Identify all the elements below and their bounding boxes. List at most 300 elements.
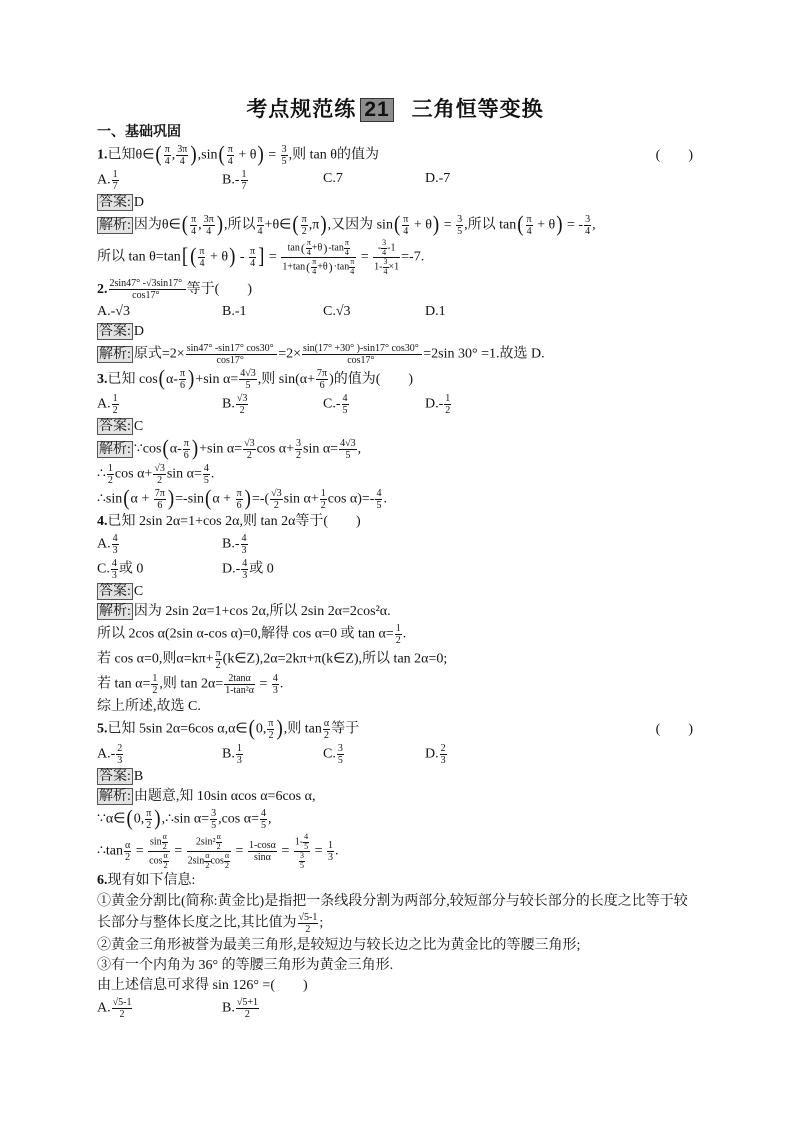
fraction-denominator xyxy=(241,181,248,192)
math-text: 4 xyxy=(272,673,278,684)
math-text: 4 xyxy=(242,558,248,569)
fraction-numerator xyxy=(456,214,463,226)
fraction-denominator xyxy=(224,685,255,696)
math-text: α xyxy=(224,851,230,860)
info-item-1 xyxy=(97,891,693,936)
text-run: . xyxy=(279,676,284,692)
analysis-tag: 解析: xyxy=(99,217,131,233)
fraction-numerator xyxy=(267,718,274,730)
text-run: 或 0 xyxy=(118,561,144,577)
analysis-line xyxy=(97,602,693,622)
math-text: 3π xyxy=(203,214,214,225)
analysis-line xyxy=(97,647,693,672)
text-run: 已知 5sin 2α=6cos α,α∈ xyxy=(107,721,248,737)
text-run: ,π xyxy=(308,217,320,233)
math-text: 4 xyxy=(383,266,388,276)
fraction-denominator xyxy=(302,355,422,366)
math-text: 5 xyxy=(342,405,348,416)
text-run: -√3 xyxy=(110,304,130,319)
fraction-numerator xyxy=(116,743,123,755)
bracket: ) xyxy=(244,485,251,511)
text-run: ,所以 xyxy=(224,217,256,233)
text-run: α- xyxy=(169,441,182,457)
math-text: α xyxy=(162,832,167,841)
analysis-line xyxy=(97,697,693,717)
text-run: tan xyxy=(287,242,300,254)
math-text: 4√3 xyxy=(240,368,256,379)
math-text: 3 xyxy=(281,144,287,155)
text-run: sin xyxy=(150,836,162,848)
math-text: 4 xyxy=(342,393,348,404)
fraction xyxy=(153,463,166,486)
text-run: sin α+ xyxy=(283,491,319,507)
fraction-denominator xyxy=(303,843,309,852)
option-d xyxy=(425,393,693,416)
math-text: 5 xyxy=(457,226,463,237)
fraction-numerator xyxy=(337,743,344,755)
text-run: ③有一个内角为 36° 的等腰三角形为黄金三角形. xyxy=(97,958,394,973)
math-text: 7π xyxy=(317,368,328,379)
option-label: D. xyxy=(425,746,439,762)
fraction-denominator xyxy=(298,924,319,935)
text-run: 或 0 xyxy=(249,561,274,577)
text-run: . xyxy=(383,491,387,507)
question-prompt xyxy=(97,976,693,996)
analysis-line xyxy=(97,807,693,832)
option-label: B. xyxy=(222,536,235,552)
math-text: √3 xyxy=(154,463,165,474)
text-run: 1- xyxy=(374,261,383,273)
fraction-denominator xyxy=(190,226,197,237)
fraction-numerator xyxy=(145,808,152,820)
text-run: + θ xyxy=(533,217,556,233)
text-run: ,∴sin α= xyxy=(161,811,210,827)
math-text: π xyxy=(179,368,186,379)
bracket: ) xyxy=(191,435,199,461)
fraction xyxy=(249,246,256,269)
option-label: B. xyxy=(222,1000,235,1016)
math-text: 3 xyxy=(440,755,446,766)
bracket: ( xyxy=(300,241,305,255)
text-run: -7 xyxy=(438,171,451,186)
fraction-numerator xyxy=(154,488,166,500)
math-text: 2 xyxy=(157,475,163,486)
math-text: π xyxy=(164,144,170,155)
text-run: α- xyxy=(165,371,178,387)
math-text: 3 xyxy=(236,755,242,766)
math-text: 4 xyxy=(304,832,309,841)
math-text: 4 xyxy=(403,226,409,237)
question-stem xyxy=(97,512,693,532)
fraction xyxy=(151,673,158,696)
fraction-numerator xyxy=(257,214,264,226)
text-run: ,cos α= xyxy=(218,811,259,827)
fraction-numerator xyxy=(301,214,308,226)
fraction-numerator xyxy=(298,912,319,924)
option-label: B. xyxy=(222,172,235,188)
option-b xyxy=(222,997,323,1020)
math-text: 3 xyxy=(242,570,248,581)
text-run: , xyxy=(171,147,176,163)
fraction-denominator xyxy=(224,862,230,871)
text-run: √3 xyxy=(335,304,351,319)
math-text: 3 xyxy=(299,851,304,860)
fraction-denominator xyxy=(154,500,166,511)
fraction xyxy=(298,912,319,935)
fraction xyxy=(176,144,188,167)
fraction-numerator xyxy=(375,488,382,500)
section-heading: 一、基础巩固 xyxy=(97,125,181,140)
fraction-numerator xyxy=(124,840,131,852)
math-text: 4√3 xyxy=(340,438,356,449)
fraction-denominator xyxy=(444,405,451,416)
question-stem xyxy=(97,277,693,302)
analysis-line xyxy=(97,672,693,697)
option-label: D. xyxy=(425,396,439,412)
fraction-numerator xyxy=(151,673,158,685)
answer-tag: 答案: xyxy=(99,584,131,599)
text-run: 若 tan α= xyxy=(97,676,151,692)
option-label: B. xyxy=(222,746,235,762)
text-run: , xyxy=(267,811,272,827)
math-text: 2 xyxy=(162,841,167,851)
math-text: π xyxy=(215,648,221,659)
fraction-numerator xyxy=(179,368,186,380)
question-text xyxy=(97,514,361,529)
fraction-denominator xyxy=(323,730,330,741)
fraction xyxy=(375,488,382,511)
fraction xyxy=(295,438,302,461)
bracket: [ xyxy=(181,243,189,269)
question-number: 3. xyxy=(97,371,108,387)
math-text: 4 xyxy=(250,258,256,269)
fraction-denominator xyxy=(327,852,334,863)
fraction xyxy=(186,343,278,366)
math-text: 2 xyxy=(112,405,118,416)
text-run: 综上所述,故选 C. xyxy=(97,699,201,714)
fraction xyxy=(316,368,328,391)
math-text: 1 xyxy=(112,393,118,404)
math-text: π xyxy=(257,214,263,225)
bracket: ( xyxy=(393,211,401,237)
text-run: +θ xyxy=(317,261,328,273)
math-text: 2 xyxy=(305,924,311,935)
text-run: + θ xyxy=(206,249,229,265)
math-text: π xyxy=(183,438,189,449)
text-run: -tan xyxy=(328,242,344,254)
math-text: 1 xyxy=(107,463,113,474)
math-text: π xyxy=(403,214,409,225)
text-run: ∴tan xyxy=(97,843,124,859)
question-stem xyxy=(97,717,693,742)
answer-value: B xyxy=(133,769,144,784)
fraction xyxy=(203,214,215,237)
question-text xyxy=(97,141,656,167)
fraction xyxy=(164,144,171,167)
fraction xyxy=(183,438,190,461)
text-run: + θ xyxy=(234,147,257,163)
fraction xyxy=(210,808,217,831)
fraction xyxy=(163,852,169,870)
fraction xyxy=(112,169,119,192)
fraction-numerator xyxy=(236,743,243,755)
text-run: ; xyxy=(319,915,324,931)
option-label: A. xyxy=(97,536,111,552)
analysis-line xyxy=(97,622,693,647)
bracket: ( xyxy=(181,211,189,237)
bracket: ( xyxy=(205,485,212,511)
fraction-denominator xyxy=(183,450,190,461)
fraction-numerator xyxy=(186,343,278,355)
math-text: 2 xyxy=(107,475,113,486)
math-text: 1 xyxy=(112,169,118,180)
bracket: ) xyxy=(276,715,283,741)
fraction-denominator xyxy=(203,226,215,237)
option-label: C. xyxy=(323,746,336,762)
bracket: ( xyxy=(190,243,197,269)
fraction-numerator xyxy=(249,246,256,258)
fraction xyxy=(154,488,166,511)
fraction-denominator xyxy=(243,450,256,461)
fraction xyxy=(301,214,308,237)
fraction-denominator xyxy=(116,755,123,766)
math-text: 1 xyxy=(320,488,326,499)
fraction-denominator xyxy=(257,226,264,237)
math-text: 5 xyxy=(260,820,266,831)
fraction-denominator xyxy=(186,355,278,366)
text-run: 若 cos α=0,则α=kπ+ xyxy=(97,651,214,667)
text-run: =2sin 30° =1.故选 D. xyxy=(423,346,545,362)
bracket: ) xyxy=(556,211,563,237)
math-text: 2 xyxy=(216,841,221,851)
fraction xyxy=(148,833,170,870)
text-run: ×1 xyxy=(388,261,400,273)
option-a xyxy=(97,997,222,1020)
fraction-denominator xyxy=(316,380,328,391)
fraction-denominator xyxy=(241,545,248,556)
fraction xyxy=(257,214,264,237)
fraction-numerator xyxy=(270,488,283,500)
answer-line xyxy=(97,193,693,213)
fraction-denominator xyxy=(151,685,158,696)
answer-blank: ( ) xyxy=(655,721,693,737)
fraction-numerator xyxy=(281,144,288,156)
text-run: ∴sin xyxy=(97,491,123,507)
fraction-numerator xyxy=(241,558,248,570)
text-run: α + xyxy=(212,491,235,507)
fraction-numerator xyxy=(241,533,248,545)
fraction-denominator xyxy=(112,405,119,416)
option-a xyxy=(97,393,222,416)
fraction-denominator xyxy=(395,635,402,646)
fraction-denominator xyxy=(236,500,243,511)
math-text: 4 xyxy=(191,226,197,237)
option-label: B. xyxy=(222,396,235,412)
fraction-denominator xyxy=(176,156,188,167)
question-list xyxy=(97,143,693,1021)
math-text: 3 xyxy=(296,438,301,449)
fraction-denominator xyxy=(109,290,186,301)
fraction-numerator xyxy=(109,278,186,290)
analysis-tag: 解析: xyxy=(99,789,131,804)
fraction-numerator xyxy=(295,438,302,450)
math-text: π xyxy=(344,238,349,247)
answer-tag: 答案: xyxy=(99,769,131,784)
fraction-numerator xyxy=(107,463,114,475)
bracket: ( xyxy=(517,211,524,237)
math-text: 6 xyxy=(319,380,325,391)
text-run: ,所以 tan xyxy=(464,217,517,233)
math-text: 6 xyxy=(236,500,242,511)
math-text: 4 xyxy=(199,258,205,269)
math-text: sin47° -sin17° cos30° xyxy=(186,343,277,354)
math-text: 4 xyxy=(376,488,382,499)
fraction-numerator xyxy=(183,438,190,450)
option-label: A. xyxy=(97,746,111,762)
text-run: 7 xyxy=(335,171,343,186)
option-b xyxy=(222,743,323,766)
math-text: π xyxy=(227,144,233,155)
fraction-numerator xyxy=(112,169,119,181)
math-text: 4 xyxy=(241,533,247,544)
fraction-denominator xyxy=(112,1009,133,1020)
text-run: ∵α∈ xyxy=(97,811,126,827)
bracket: ] xyxy=(258,243,265,269)
math-text: 1 xyxy=(152,673,158,684)
math-text: 5 xyxy=(245,380,251,391)
fraction-numerator xyxy=(215,648,222,660)
fraction-denominator xyxy=(179,380,186,391)
fraction-denominator xyxy=(107,475,114,486)
option-label: D. xyxy=(425,171,439,186)
math-text: cos17° xyxy=(347,355,378,366)
math-text: α xyxy=(216,832,221,841)
fraction-numerator xyxy=(187,833,231,852)
question-stem xyxy=(97,367,693,392)
math-text: 2 xyxy=(152,685,158,696)
fraction-denominator xyxy=(236,1009,259,1020)
fraction xyxy=(145,808,152,831)
fraction xyxy=(224,673,255,696)
text-run: +θ xyxy=(311,242,323,254)
fraction-numerator xyxy=(210,808,217,820)
text-run: 因为θ∈ xyxy=(133,217,181,233)
fraction-denominator xyxy=(349,268,355,277)
fraction xyxy=(248,840,277,863)
fraction-numerator xyxy=(236,488,243,500)
fraction-numerator xyxy=(402,214,409,226)
fraction xyxy=(124,840,131,863)
text-run: , xyxy=(357,441,362,457)
text-run: = xyxy=(170,843,186,859)
option-b xyxy=(222,533,323,556)
fraction xyxy=(236,997,259,1020)
text-run: - xyxy=(377,242,382,254)
fraction-numerator xyxy=(236,393,249,405)
math-text: 2sin47° -√3sin17° xyxy=(109,278,185,289)
question-4 xyxy=(97,512,693,717)
fraction-numerator xyxy=(260,808,267,820)
option-d xyxy=(425,743,693,766)
bracket: ( xyxy=(158,365,165,391)
page-content xyxy=(97,97,693,1021)
text-run: cos α)=- xyxy=(327,491,375,507)
question-text xyxy=(97,873,195,888)
fraction-denominator xyxy=(375,500,382,511)
option-d xyxy=(425,302,693,322)
option-label: C. xyxy=(323,396,336,412)
fraction-numerator xyxy=(281,239,356,258)
fraction-denominator xyxy=(248,852,277,863)
text-run: = xyxy=(265,249,281,265)
answer-value: C xyxy=(133,584,144,599)
math-text: α xyxy=(125,840,131,851)
fraction-denominator xyxy=(236,755,243,766)
text-run: =-sin xyxy=(175,491,205,507)
info-item-2 xyxy=(97,936,693,956)
math-text: 2 xyxy=(119,1009,125,1020)
fraction xyxy=(327,840,334,863)
answer-value: D xyxy=(133,324,145,339)
answer-tag: 答案: xyxy=(99,419,131,434)
fraction xyxy=(281,144,288,167)
fraction xyxy=(337,743,344,766)
math-text: 2 xyxy=(224,860,229,870)
fraction xyxy=(203,463,210,486)
text-run: 已知 2sin 2α=1+cos 2α,则 tan 2α等于( ) xyxy=(107,514,361,529)
fraction xyxy=(116,743,123,766)
fraction xyxy=(162,833,168,851)
math-text: 5 xyxy=(203,475,209,486)
fraction-numerator xyxy=(176,144,188,156)
fraction-numerator xyxy=(203,463,210,475)
option-b xyxy=(222,302,323,322)
option-c xyxy=(97,558,222,581)
text-run: ,sin xyxy=(197,147,218,163)
fraction xyxy=(344,239,350,257)
text-run: cos α+ xyxy=(256,441,294,457)
options-row xyxy=(97,532,693,557)
title-prefix: 考点规范练 xyxy=(246,98,357,121)
math-text: 3 xyxy=(337,743,343,754)
answer-line xyxy=(97,322,693,342)
math-text: 4 xyxy=(585,226,591,237)
math-text: 3 xyxy=(241,545,247,556)
text-run: ∵cos xyxy=(133,441,162,457)
text-run: +sin α= xyxy=(195,371,239,387)
fraction xyxy=(187,833,231,870)
math-text: cos17° xyxy=(132,290,162,301)
fraction xyxy=(111,558,118,581)
fraction-denominator xyxy=(148,852,170,870)
math-text: 2 xyxy=(239,405,245,416)
info-item-3 xyxy=(97,956,693,976)
fraction xyxy=(342,393,349,416)
math-text: √5+1 xyxy=(236,997,258,1008)
fraction-numerator xyxy=(302,343,422,355)
text-run: . xyxy=(210,466,215,482)
bracket: ( xyxy=(248,715,255,741)
options-row xyxy=(97,302,693,322)
math-text: 4 xyxy=(206,226,212,237)
fraction xyxy=(339,438,357,461)
text-run: - xyxy=(236,249,249,265)
math-text: 7 xyxy=(112,181,118,192)
math-text: 2 xyxy=(320,500,326,511)
fraction xyxy=(294,833,310,870)
math-text: 4 xyxy=(164,156,170,167)
fraction-numerator xyxy=(224,673,255,685)
